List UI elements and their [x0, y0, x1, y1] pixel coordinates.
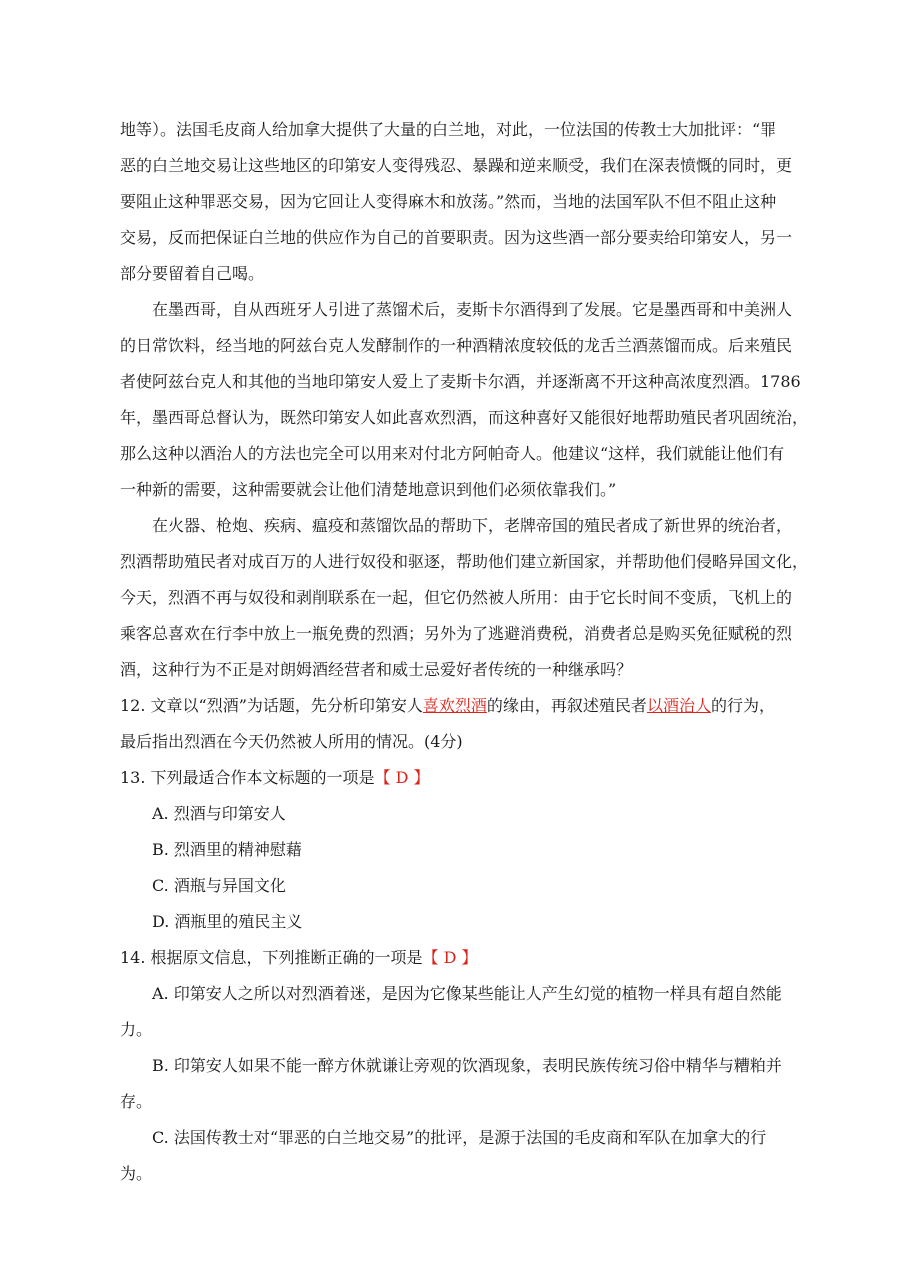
option-b: B. 印第安人如果不能一醉方休就谦让旁观的饮酒现象，表明民族传统习俗中精华与糟粕并	[152, 1056, 782, 1075]
option-b-cont: 存。	[120, 1092, 153, 1111]
option-a: A. 烈酒与印第安人	[152, 804, 286, 823]
passage-line: 在火器、枪炮、疾病、瘟疫和蒸馏饮品的帮助下，老牌帝国的殖民者成了新世界的统治者，	[152, 516, 793, 535]
question-12-text: 的缘由，再叙述殖民者	[486, 696, 647, 715]
passage-line: 者使阿兹台克人和其他的当地印第安人爱上了麦斯卡尔酒，并逐渐离不开这种高浓度烈酒。1786	[120, 372, 801, 391]
passage-line: 部分要留着自己喝。	[120, 264, 265, 283]
question-14-stem: 14. 根据原文信息，下列推断正确的一项是	[120, 948, 423, 967]
question-12-text: 的行为，	[710, 696, 775, 715]
passage-line: 年，墨西哥总督认为，既然印第安人如此喜欢烈酒，而这种喜好又能很好地帮助殖民者巩固统治，	[120, 408, 809, 427]
question-12-text: 12. 文章以“烈酒”为话题，先分析印第安人	[120, 696, 423, 715]
question-13-answer: 【 D 】	[374, 768, 430, 787]
option-c: C. 酒瓶与异国文化	[152, 876, 286, 895]
question-14	[120, 946, 478, 970]
passage-line: 恶的白兰地交易让这些地区的印第安人变得残忍、暴躁和逆来顺受，我们在深表愤慨的同时，更	[120, 156, 793, 175]
passage-line: 交易，反而把保证白兰地的供应作为自己的首要职责。因为这些酒一部分要卖给印第安人，另一	[120, 228, 793, 247]
option-d: D. 酒瓶里的殖民主义	[152, 912, 303, 931]
passage-line: 地等）。法国毛皮商人给加拿大提供了大量的白兰地，对此，一位法国的传教士大加批评：“罪	[120, 120, 777, 139]
question-12	[120, 694, 775, 718]
passage-line: 一种新的需要，这种需要就会让他们清楚地意识到他们必须依靠我们。”	[120, 480, 617, 499]
passage-line: 在墨西哥，自从西班牙人引进了蒸馏术后，麦斯卡尔酒得到了发展。它是墨西哥和中美洲人	[152, 300, 793, 319]
option-a-cont: 力。	[120, 1020, 153, 1039]
option-a: A. 印第安人之所以对烈酒着迷，是因为它像某些能让人产生幻觉的植物一样具有超自然能	[152, 984, 782, 1003]
question-13	[120, 766, 430, 790]
answer-blank-1: 喜欢烈酒	[422, 696, 487, 715]
passage-line: 烈酒帮助殖民者对成百万的人进行奴役和驱逐，帮助他们建立新国家，并帮助他们侵略异国文化，	[120, 552, 809, 571]
passage-line: 酒，这种行为不正是对朗姆酒经营者和威士忌爱好者传统的一种继承吗？	[120, 660, 633, 679]
passage-line: 那么这种以酒治人的方法也完全可以用来对付北方阿帕奇人。他建议“这样，我们就能让他们有	[120, 444, 785, 463]
passage-line: 乘客总喜欢在行李中放上一瓶免费的烈酒；另外为了逃避消费税，消费者总是购买免征赋税的烈	[120, 624, 793, 643]
passage-line: 的日常饮料，经当地的阿兹台克人发酵制作的一种酒精浓度较低的龙舌兰酒蒸馏而成。后来殖民	[120, 336, 793, 355]
passage-line: 今天，烈酒不再与奴役和剥削联系在一起，但它仍然被人所用：由于它长时间不变质，飞机上的	[120, 588, 793, 607]
option-c: C. 法国传教士对“罪恶的白兰地交易”的批评，是源于法国的毛皮商和军队在加拿大的行	[152, 1128, 767, 1147]
question-12-line2: 最后指出烈酒在今天仍然被人所用的情况。(4分)	[120, 732, 463, 751]
answer-blank-2: 以酒治人	[646, 696, 711, 715]
question-14-answer: 【 D 】	[422, 948, 478, 967]
passage-line: 要阻止这种罪恶交易，因为它回让人变得麻木和放荡。”然而，当地的法国军队不但不阻止这种	[120, 192, 777, 211]
option-c-cont: 为。	[120, 1164, 153, 1183]
option-b: B. 烈酒里的精神慰藉	[152, 840, 302, 859]
question-13-stem: 13. 下列最适合作本文标题的一项是	[120, 768, 375, 787]
